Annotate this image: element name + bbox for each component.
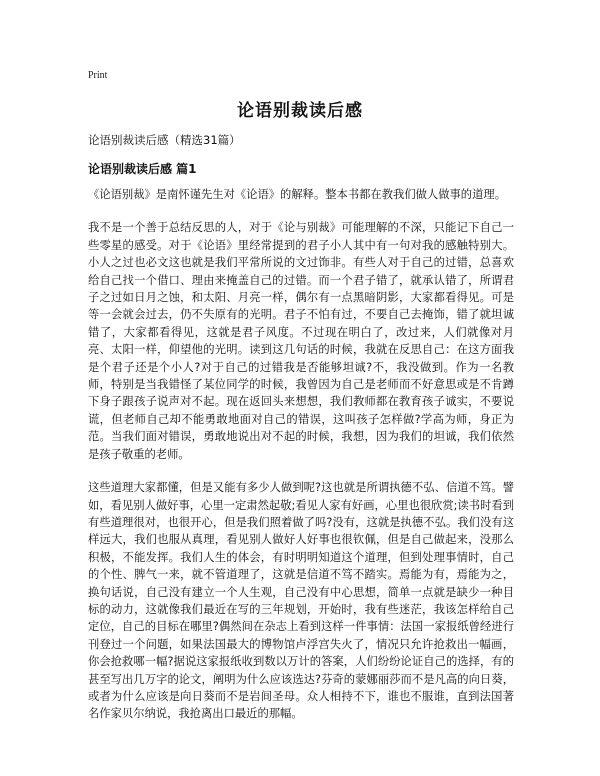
- print-link[interactable]: Print: [88, 70, 108, 81]
- paragraph-principles: 这些道理大家都懂，但是又能有多少人做到呢?这也就是所谓执德不弘、信道不笃。譬如，看见别人做好事，心里一定肃然起敬;看见人家有好画，心里也很欣赏;读书时看到有些道理很对，也很开心，但是我们照着做了吗?没有，这就是执德不弘。我们没有这样远大，我们也服从真理，看见别人做好人好事也很钦佩，但是自己做起来，没那么积极，不能发挥。我们人生的体会，有时明明知道这个道理，但到处理事情时，自己的个性、脾气一来，就不管道理了，这就是信道不笃不踏实。焉能为有，焉能为之，换句话说，自己没有建立一个人生观，自己没有中心思想，简单一点就是缺少一种目标的动力，这就像我们最近在写的三年规划，开始时，我有些迷茫，我该怎样给自己定位，自己的目标在哪里?偶然间在杂志上看到这样一件事情：法国一家报纸曾经进行刊登过一个问题，如果法国最大的博物馆卢浮宫失火了，情况只允许抢救出一幅画，你会抢救哪一幅?据说这家报纸收到数以万计的答案，人们纷纷论证自己的选择，有的甚至写出几万字的论文，阐明为什么应该选达?芬奇的蒙娜丽莎而不是凡高的向日葵，或者为什么应该是向日葵而不是岩间圣母。众人相持不下，谁也不服谁，直到法国著名作家贝尔纳说，我抢离出口最近的那幅。: [88, 481, 514, 721]
- document-subtitle: 论语别裁读后感（精选31篇）: [88, 133, 241, 147]
- paragraph-reflection: 我不是一个善于总结反思的人，对于《论与别裁》可能理解的不深，只能记下自己一些零星的感受。对于《论语》里经常提到的君子小人其中有一句对我的感触特别大。小人之过也必文这也就是我们平常所说的文过饰非。有些人对于自己的过错，总喜欢给自己找一个借口、理由来掩盖自己的过错。而一个君子错了，就承认错了，所谓君子之过如日月之蚀，和太阳、月亮一样，偶尔有一点黑暗阴影，大家都看得见。可是等一会就会过去，仍不失原有的光明。君子不怕有过，不要自己去掩饰，错了就坦诚错了，大家都看得见，这就是君子风度。不过现在明白了，改过来，人们就像对月亮、太阳一样，仰望他的光明。读到这几句话的时候，我就在反思自己：在这方面我是个君子还是个小人?对于自己的过错我是否能够坦诚?不，我没做到。作为一名教师，特别是当我错怪了某位同学的时候，我曾因为自己是老师而不好意思或是不肯蹲下身子跟孩子说声对不起。现在返回头来想想，我们教师都在教育孩子诚实，不要说谎，但老师自己却不能勇敢地面对自己的错误，这叫孩子怎样做?学高为师，身正为范。当我们面对错误，勇敢地说出对不起的时候，我想，因为我们的坦诚，我们依然是孩子敬重的老师。: [88, 221, 514, 461]
- page-title: 论语别裁读后感: [237, 101, 363, 121]
- section-heading: 论语别裁读后感 篇1: [88, 162, 197, 176]
- article-body: [88, 186, 514, 739]
- paragraph-intro: 《论语别裁》是南怀谨先生对《论语》的解释。整本书都在教我们做人做事的道理。: [88, 188, 506, 201]
